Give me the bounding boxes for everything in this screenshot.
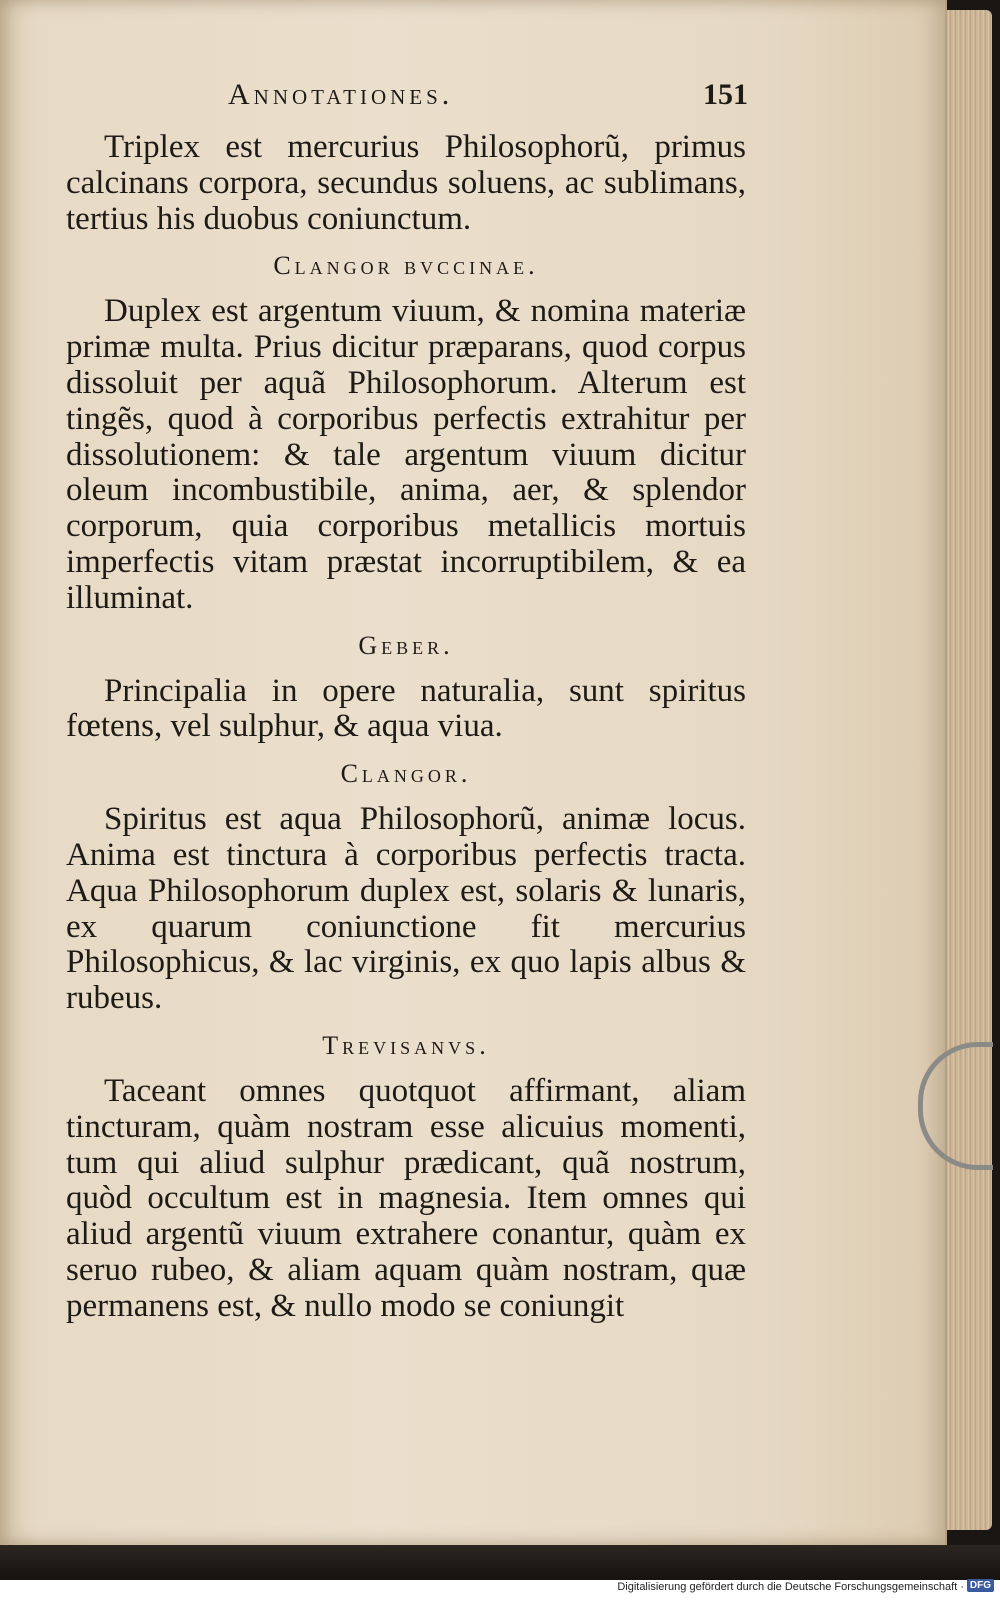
scan-bottom-strip: [0, 1545, 1000, 1603]
running-title: Annotationes.: [228, 78, 454, 111]
section-heading: Trevisanvs.: [322, 1030, 490, 1060]
digitization-credit: Digitalisierung gefördert durch die Deutsche Forschungsgemeinschaft ·: [617, 1581, 964, 1593]
dfg-logo: DFG: [967, 1579, 994, 1592]
page-number: 151: [703, 78, 748, 111]
paragraph: Spiritus est aqua Philosophorũ, animæ locus. Anima est tinctura à corporibus perfectis tracta. Aqua Philosophorum duplex est, solaris & lunaris, ex quarum coniunctione fit mercurius Philosophicus, & lac virginis, ex quo lapis albus & rubeus.: [66, 801, 746, 1017]
page-header: [228, 78, 748, 118]
paragraph: Principalia in opere naturalia, sunt spiritus fœtens, vel sulphur, & aqua viua.: [66, 672, 746, 745]
body-text: [66, 130, 746, 1325]
paragraph: Triplex est mercurius Philosophorũ, primus calcinans corpora, secundus soluens, ac sublimans, tertius his duobus coniunctum.: [66, 129, 746, 237]
page-edges: [947, 10, 992, 1530]
paragraph: Taceant omnes quotquot affirmant, aliam tincturam, quàm nostram esse alicuius momenti, tum qui aliud sulphur prædicant, quã nostrum, quòd occultum est in magnesia. Item omnes qui aliud argentũ viuum extrahere conantur, quàm ex seruo rubeo, & aliam aquam quàm nostram, quæ permanens est, & nullo modo se coniungit: [66, 1072, 746, 1324]
section-heading: Clangor bvccinae.: [273, 251, 539, 281]
paragraph: Duplex est argentum viuum, & nomina materiæ primæ multa. Prius dicitur præparans, quod corpus dissoluit per aquã Philosophorum. Alterum est tingẽs, quod à corporibus perfectis extrahitur per dissolutionem: & tale argentum viuum dicitur oleum incombustibile, anima, aer, & splendor corporum, quia corporibus metallicis mortuis imperfectis vitam præstat incorruptibilem, & ea illuminat.: [66, 293, 746, 616]
section-heading: Geber.: [358, 630, 454, 660]
section-heading: Clangor.: [340, 759, 472, 789]
